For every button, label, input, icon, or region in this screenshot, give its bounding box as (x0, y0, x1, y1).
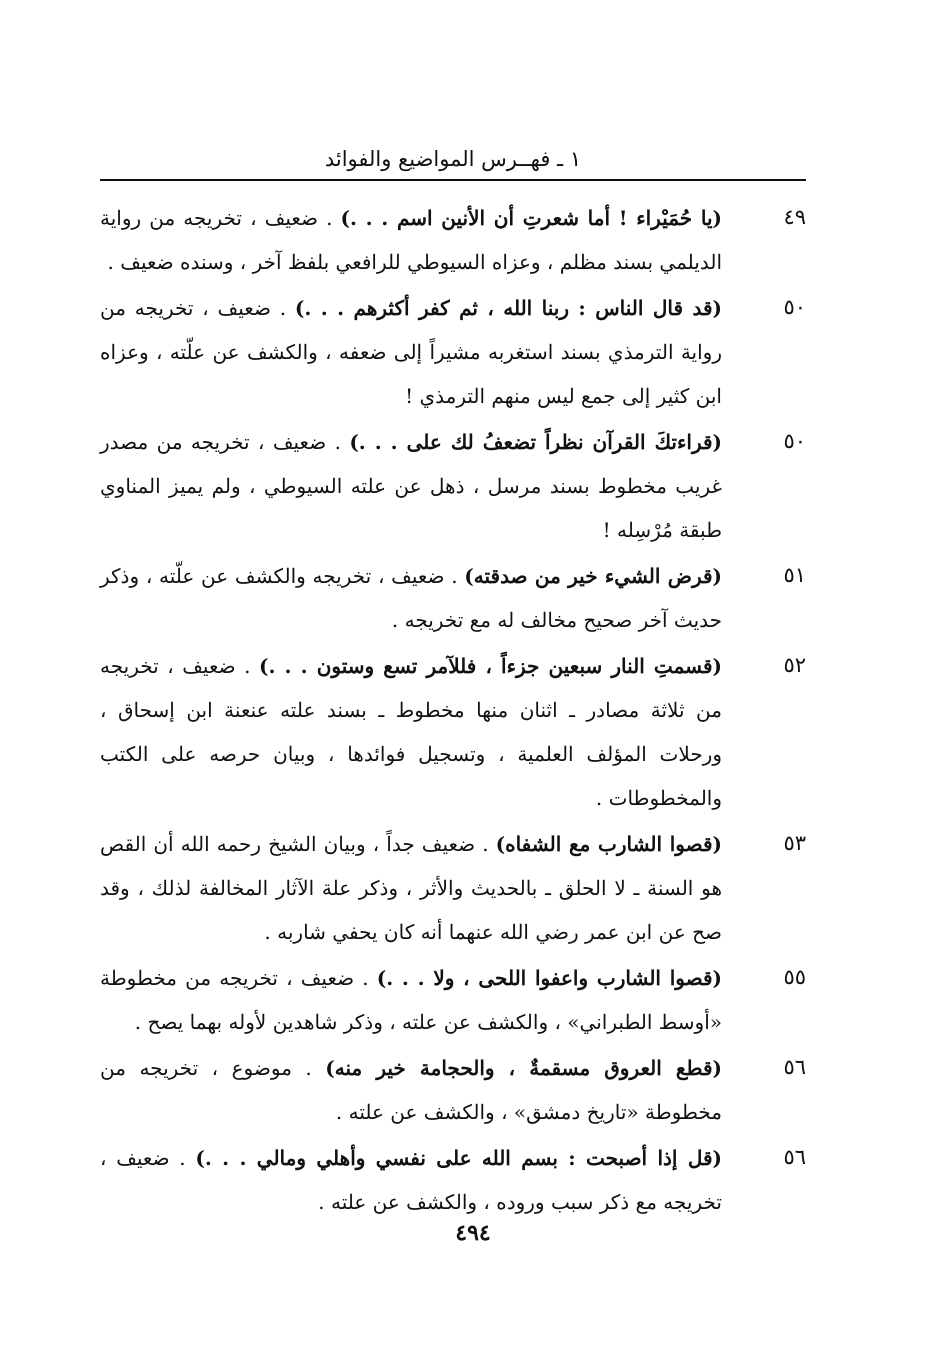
entry-text (100, 1046, 722, 1134)
entry-body: . ضعيف ، تخريجه من مخطوطة «أوسط الطبراني» ، والكشف عن علته ، وذكر شاهدين لأوله بهما يصح . (100, 966, 722, 1034)
entry-number: ٥١ (783, 563, 806, 587)
entry-text (100, 196, 722, 284)
index-entry (100, 822, 806, 954)
entry-text (100, 286, 722, 418)
entry-heading: (قراءتكَ القرآن نظراً تضعفُ لك على . . .) (349, 430, 723, 454)
entry-text (100, 822, 722, 954)
entry-body: . ضعيف ، تخريجه من رواية الترمذي بسند استغربه مشيراً إلى ضعفه ، والكشف عن علّته ، وعزاه ابن كثير إلى جمع ليس منهم الترمذي ! (100, 296, 722, 408)
index-entry (100, 644, 806, 820)
entry-body: . موضوع ، تخريجه من مخطوطة «تاريخ دمشق» ، والكشف عن علته . (100, 1056, 722, 1124)
index-entry (100, 1136, 806, 1224)
index-entry (100, 196, 806, 284)
entry-heading: (قطع العروق مسقمةٌ ، والحجامة خير منه) (325, 1056, 722, 1080)
entry-text (100, 554, 722, 642)
entry-body: . ضعيف ، تخريجه والكشف عن علّته ، وذكر حديث آخر صحيح مخالف له مع تخريجه . (100, 564, 722, 632)
entry-text (100, 1136, 722, 1224)
entry-heading: (قرض الشيء خير من صدقته) (464, 564, 722, 588)
entry-number: ٥٣ (783, 831, 806, 855)
entry-number: ٥٢ (783, 653, 806, 677)
entry-text (100, 644, 722, 820)
entry-number: ٥٠ (783, 295, 806, 319)
index-entry (100, 1046, 806, 1134)
index-entry (100, 286, 806, 418)
entry-number: ٤٩ (783, 205, 806, 229)
entry-number: ٥٠ (783, 429, 806, 453)
index-entry (100, 956, 806, 1044)
entry-heading: (قصوا الشارب واعفوا اللحى ، ولا . . .) (376, 966, 722, 990)
entry-heading: (يا حُمَيْراء ! أما شعرتِ أن الأنين اسم . . .) (340, 206, 722, 230)
entry-number: ٥٦ (783, 1055, 806, 1079)
entry-body: . ضعيف ، تخريجه من رواية الديلمي بسند مظلم ، وعزاه السيوطي للرافعي بلفظ آخر ، وسنده ضعيف . (100, 206, 722, 274)
entry-body: . ضعيف ، تخريجه من ثلاثة مصادر ـ اثنان منها مخطوط ـ بسند علته عنعنة ابن إسحاق ، ورحلات المؤلف العلمية ، وتسجيل فوائدها ، وبيان حرصه على الكتب والمخطوطات . (100, 654, 722, 810)
index-entry (100, 554, 806, 642)
entry-text (100, 420, 722, 552)
entry-body: . ضعيف جداً ، وبيان الشيخ رحمه الله أن القص هو السنة ـ لا الحلق ـ بالحديث والأثر ، وذكر علة الآثار المخالفة لذلك ، وقد صح عن ابن عمر رضي الله عنهما أنه كان يحفي شاربه . (100, 832, 722, 944)
entry-number: ٥٥ (783, 965, 806, 989)
entry-body: . ضعيف ، تخريجه مع ذكر سبب وروده ، والكشف عن علته . (100, 1146, 722, 1214)
entry-heading: (قسمتِ النار سبعين جزءاً ، فللآمر تسع وستون . . .) (258, 654, 723, 678)
index-entry (100, 420, 806, 552)
entry-number: ٥٦ (783, 1145, 806, 1169)
entry-heading: (قل إذا أصبحت : بسم الله على نفسي وأهلي ومالي . . .) (195, 1146, 722, 1170)
entry-heading: (قد قال الناس : ربنا الله ، ثم كفر أكثرهم . . .) (294, 296, 722, 320)
index-entries (100, 196, 806, 1226)
entry-heading: (قصوا الشارب مع الشفاه) (495, 832, 723, 856)
page-number: ٤٩٤ (455, 1220, 491, 1246)
entry-body: . ضعيف ، تخريجه من مصدر غريب مخطوط بسند مرسل ، ذهل عن علته السيوطي ، ولم يميز المناوي طبقة مُرْسِله ! (100, 430, 722, 542)
running-header: ١ ـ فهــرس المواضيع والفوائد (324, 147, 582, 171)
header-rule (100, 179, 806, 181)
entry-text (100, 956, 722, 1044)
